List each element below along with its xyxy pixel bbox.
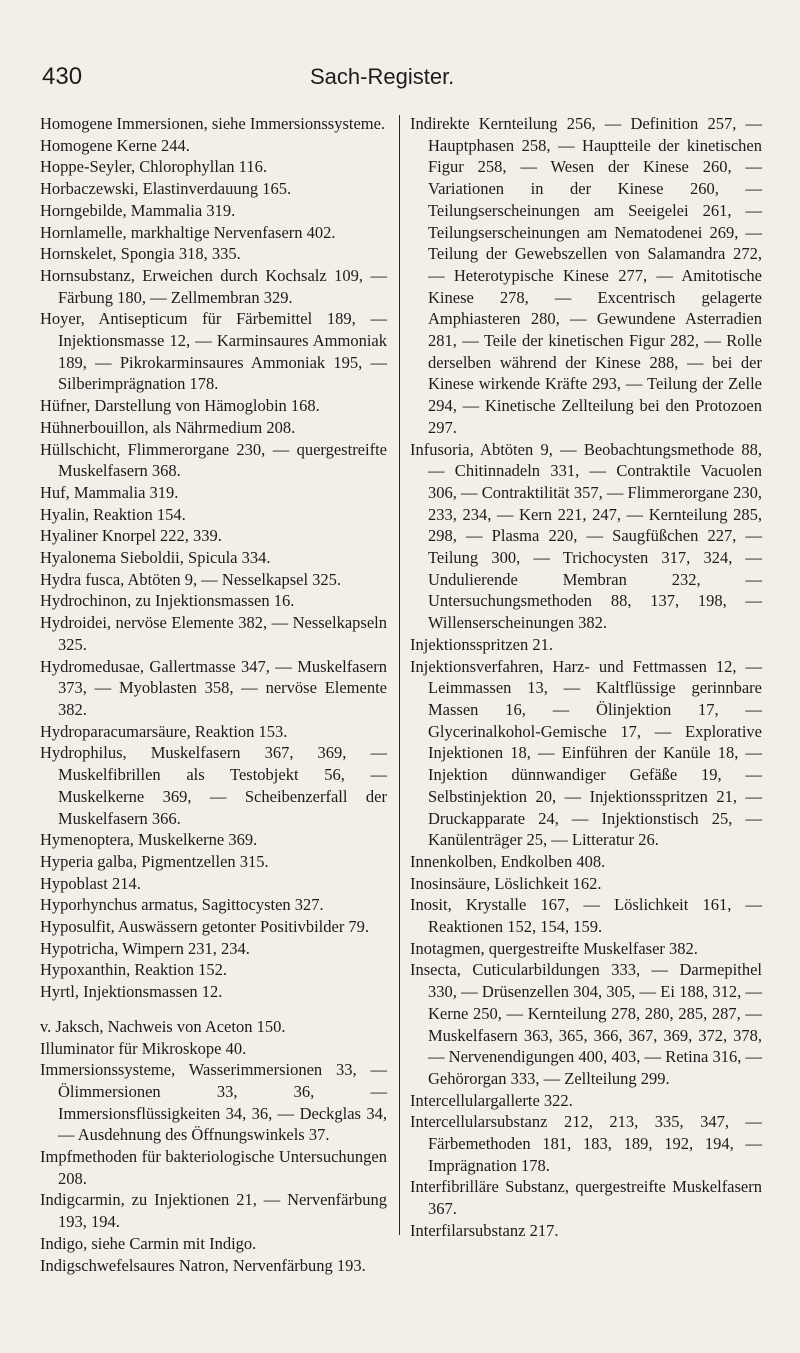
index-entry: Hymenoptera, Muskelkerne 369. [40, 830, 258, 850]
index-entry: Inosit, Krystalle 167, — Löslichkeit 161, — Reaktionen 152, 154, 159. [410, 895, 762, 937]
index-entry: Hyrtl, Injektionsmassen 12. [40, 982, 223, 1002]
index-entry: Homogene Immersionen, siehe Immersionssysteme. [40, 114, 386, 133]
index-entry: Hoyer, Antisepticum für Färbemittel 189, — Injektionsmasse 12, — Karminsaures Ammoniak 189, — Pikrokarminsaures Ammoniak 195, — Silberimprägnation 178. [40, 309, 387, 394]
index-entry: Hornskelet, Spongia 318, 335. [40, 244, 241, 264]
index-entry: Hypotricha, Wimpern 231, 234. [40, 938, 250, 958]
index-entry: Insecta, Cuticularbildungen 333, — Darmepithel 330, — Drüsenzellen 304, 305, — Ei 188, 312, — Kerne 250, — Kernteilung 278, 280, 285, 287, — Muskelfasern 363, 365, 366, 367, 369, 372, 378, — Nervenendigungen 400, 403, — Retina 316, — Gehörorgan 333, — Zellteilung 299. [410, 960, 762, 1088]
index-entry: Immersionssysteme, Wasserimmersionen 33, — Ölimmersionen 33, 36, — Immersionsflüssigkeiten 34, 36, — Deckglas 34, — Ausdehnung des Öffnungswinkels 37. [40, 1060, 387, 1145]
index-entry: Hüllschicht, Flimmerorgane 230, — quergestreifte Muskelfasern 368. [40, 439, 387, 481]
right-index-column [410, 113, 762, 1242]
index-entry: Interfibrilläre Substanz, quergestreifte Muskelfasern 367. [410, 1177, 762, 1219]
index-entry: Hyalin, Reaktion 154. [40, 504, 186, 524]
index-entry: v. Jaksch, Nachweis von Aceton 150. [40, 1016, 286, 1036]
index-entry: Indigcarmin, zu Injektionen 21, — Nervenfärbung 193, 194. [40, 1190, 387, 1232]
index-entry: Indirekte Kernteilung 256, — Definition 257, — Hauptphasen 258, — Hauptteile der kinetischen Figur 258, — Wesen der Kinese 260, — Variationen in der Kinese 260, — Teilungserscheinungen am Seeigelei 261, — Teilungserscheinungen am Nematodenei 269, — Teilung der Gewebszellen von Salamandra 272, — Heterotypische Kinese 277, — Amitotische Kinese 278, — Excentrisch gelagerte Amphiasteren 280, — Gewundene Asterradien 281, — Teile der kinetischen Figur 282, — Rolle derselben während der Kinese 288, — bei der Kinese wirkende Kräfte 293, — Teilung der Zelle 294, — Kinetische Zellteilung bei den Protozoen 297. [410, 114, 762, 437]
index-entry: Injektionsverfahren, Harz- und Fettmassen 12, — Leimmassen 13, — Kaltflüssige gerinnbare Massen 16, — Ölinjektion 17, — Glycerinalkohol-Gemische 17, — Explorative Injektionen 18, — Einführen der Kanüle 18, — Injektion dünnwandiger Gefäße 19, — Selbstinjektion 20, — Injektionsspritzen 21, — Druckapparate 24, — Injektionstisch 25, — Kanülenträger 25, — Litteratur 26. [410, 656, 762, 850]
index-entry: Hühnerbouillon, als Nährmedium 208. [40, 417, 296, 437]
index-entry: Hyaliner Knorpel 222, 339. [40, 526, 222, 546]
column-divider [399, 115, 400, 1235]
index-entry: Hornlamelle, markhaltige Nervenfasern 402. [40, 222, 336, 242]
index-entry: Intercellulargallerte 322. [410, 1090, 573, 1110]
index-entry: Hoppe-Seyler, Chlorophyllan 116. [40, 157, 267, 177]
page-header [0, 62, 800, 92]
index-entry: Inotagmen, quergestreifte Muskelfaser 382. [410, 938, 698, 958]
index-entry: Impfmethoden für bakteriologische Untersuchungen 208. [40, 1147, 387, 1188]
index-entry: Hydrochinon, zu Injektionsmassen 16. [40, 591, 295, 611]
index-entry: Hypoxanthin, Reaktion 152. [40, 960, 227, 980]
index-entry: Infusoria, Abtöten 9, — Beobachtungsmethode 88, — Chitinnadeln 331, — Contraktile Vacuolen 306, — Contraktilität 357, — Flimmerorgane 230, 233, 234, — Kern 221, 247, — Kernteilung 285, 298, — Plasma 220, — Saugfüßchen 227, — Teilung 300, — Trichocysten 317, 324, — Undulierende Membran 232, — Untersuchungsmethoden 88, 137, 198, — Willenserscheinungen 382. [410, 439, 762, 633]
index-entry: Hyposulfit, Auswässern getonter Positivbilder 79. [40, 917, 370, 937]
index-entry: Horbaczewski, Elastinverdauung 165. [40, 179, 292, 199]
index-entry: Hyalonema Sieboldii, Spicula 334. [40, 548, 271, 568]
index-entry: Inosinsäure, Löslichkeit 162. [410, 873, 602, 893]
index-entry: Hüfner, Darstellung von Hämoglobin 168. [40, 396, 320, 416]
index-entry: Hyperia galba, Pigmentzellen 315. [40, 851, 269, 871]
index-entry: Indigo, siehe Carmin mit Indigo. [40, 1233, 257, 1253]
index-entry: Illuminator für Mikroskope 40. [40, 1038, 247, 1058]
index-entry: Hydroidei, nervöse Elemente 382, — Nesselkapseln 325. [40, 613, 387, 654]
index-entry: Hornsubstanz, Erweichen durch Kochsalz 109, — Färbung 180, — Zellmembran 329. [40, 265, 387, 307]
index-entry: Horngebilde, Mammalia 319. [40, 200, 236, 220]
index-entry: Hypoblast 214. [40, 873, 141, 893]
index-entry: Interfilarsubstanz 217. [410, 1220, 559, 1240]
page-number: 430 [42, 63, 83, 90]
index-entry: Hydromedusae, Gallertmasse 347, — Muskelfasern 373, — Myoblasten 358, — nervöse Elemente 382. [40, 656, 387, 719]
index-entry: Homogene Kerne 244. [40, 135, 190, 155]
index-entry: Hydrophilus, Muskelfasern 367, 369, — Muskelfibrillen als Testobjekt 56, — Muskelkerne 369, — Scheibenzerfall der Muskelfasern 366. [40, 743, 387, 828]
index-entry: Hydra fusca, Abtöten 9, — Nesselkapsel 325. [40, 569, 342, 589]
index-entry: Innenkolben, Endkolben 408. [410, 851, 606, 871]
index-entry: Indigschwefelsaures Natron, Nervenfärbung 193. [40, 1255, 366, 1275]
index-entry: Hyporhynchus armatus, Sagittocysten 327. [40, 895, 324, 915]
index-entry: Injektionsspritzen 21. [410, 634, 553, 654]
index-entry: Hydroparacumarsäure, Reaktion 153. [40, 721, 288, 741]
running-title: Sach-Register. [310, 64, 455, 89]
left-index-column [40, 113, 387, 1276]
index-entry: Intercellularsubstanz 212, 213, 335, 347, — Färbemethoden 181, 183, 189, 192, 194, — Imprägnation 178. [410, 1112, 762, 1175]
index-entry: Huf, Mammalia 319. [40, 482, 179, 502]
